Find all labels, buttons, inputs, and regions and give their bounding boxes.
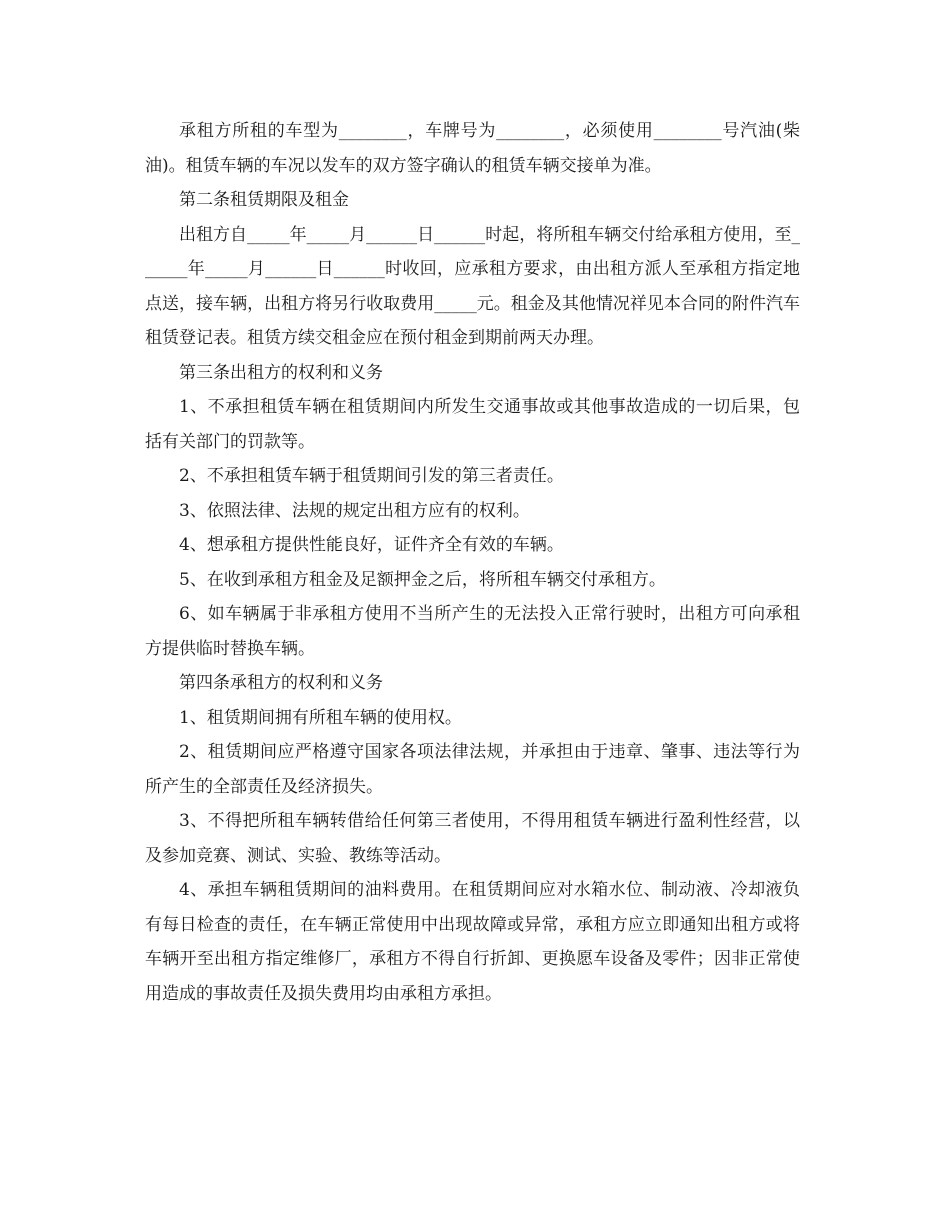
lessee-clause-1: 1、租赁期间拥有所租车辆的使用权。 [179, 707, 462, 728]
lessee-clause-4: 4、承担车辆租赁期间的油料费用。在租赁期间应对水箱水位、制动液、冷却液负有每日检查的责任，在车辆正常使用中出现故障或异常，承租方应立即通知出租方或将车辆开至出租方指定维修厂，承租方不得自行折卸、更换愿车设备及零件；因非正常使用造成的事故责任及损失费用均由承租方承担。 [145, 880, 800, 1004]
lessor-clause-4: 4、想承租方提供性能良好，证件齐全有效的车辆。 [179, 535, 564, 555]
lessor-clause-2: 2、不承担租赁车辆于租赁期间引发的第三者责任。 [179, 466, 564, 486]
section-heading-lessee-rights: 第四条承租方的权利和义务 [179, 673, 383, 693]
section-heading-lessor-rights: 第三条出租方的权利和义务 [179, 362, 383, 383]
document-page [145, 114, 800, 1011]
paragraph-vehicle-info: 承租方所租的车型为________，车牌号为________，必须使用________号汽油(柴油)。租赁车辆的车况以发车的双方签字确认的租赁车辆交接单为准。 [145, 121, 800, 176]
lessor-clause-6: 6、如车辆属于非承租方使用不当所产生的无法投入正常行驶时，出租方可向承租方提供临时替换车辆。 [145, 604, 800, 659]
lessor-clause-3: 3、依照法律、法规的规定出租方应有的权利。 [179, 500, 530, 521]
lessee-clause-3: 3、不得把所租车辆转借给任何第三者使用，不得用租赁车辆进行盈利性经营，以及参加竞赛、测试、实验、教练等活动。 [145, 811, 800, 866]
lessor-clause-5: 5、在收到承租方租金及足额押金之后，将所租车辆交付承租方。 [179, 569, 666, 590]
paragraph-rental-period: 出租方自_____年_____月______日______时起，将所租车辆交付给承租方使用，至______年_____月______日______时收回，应承租方要求，由出租方派人至承租方指定地点送，接车辆，出租方将另行收取费用_____元。租金及其他情况祥见本合同的附件汽车租赁登记表。租赁方续交租金应在预付租金到期前两天办理。 [145, 224, 800, 348]
section-heading-term-and-rent: 第二条租赁期限及租金 [179, 190, 349, 210]
lessor-clause-1: 1、不承担租赁车辆在租赁期间内所发生交通事故或其他事故造成的一切后果，包括有关部门的罚款等。 [145, 397, 800, 452]
lessee-clause-2: 2、租赁期间应严格遵守国家各项法律法规，并承担由于违章、肇事、违法等行为所产生的全部责任及经济损失。 [145, 742, 800, 797]
